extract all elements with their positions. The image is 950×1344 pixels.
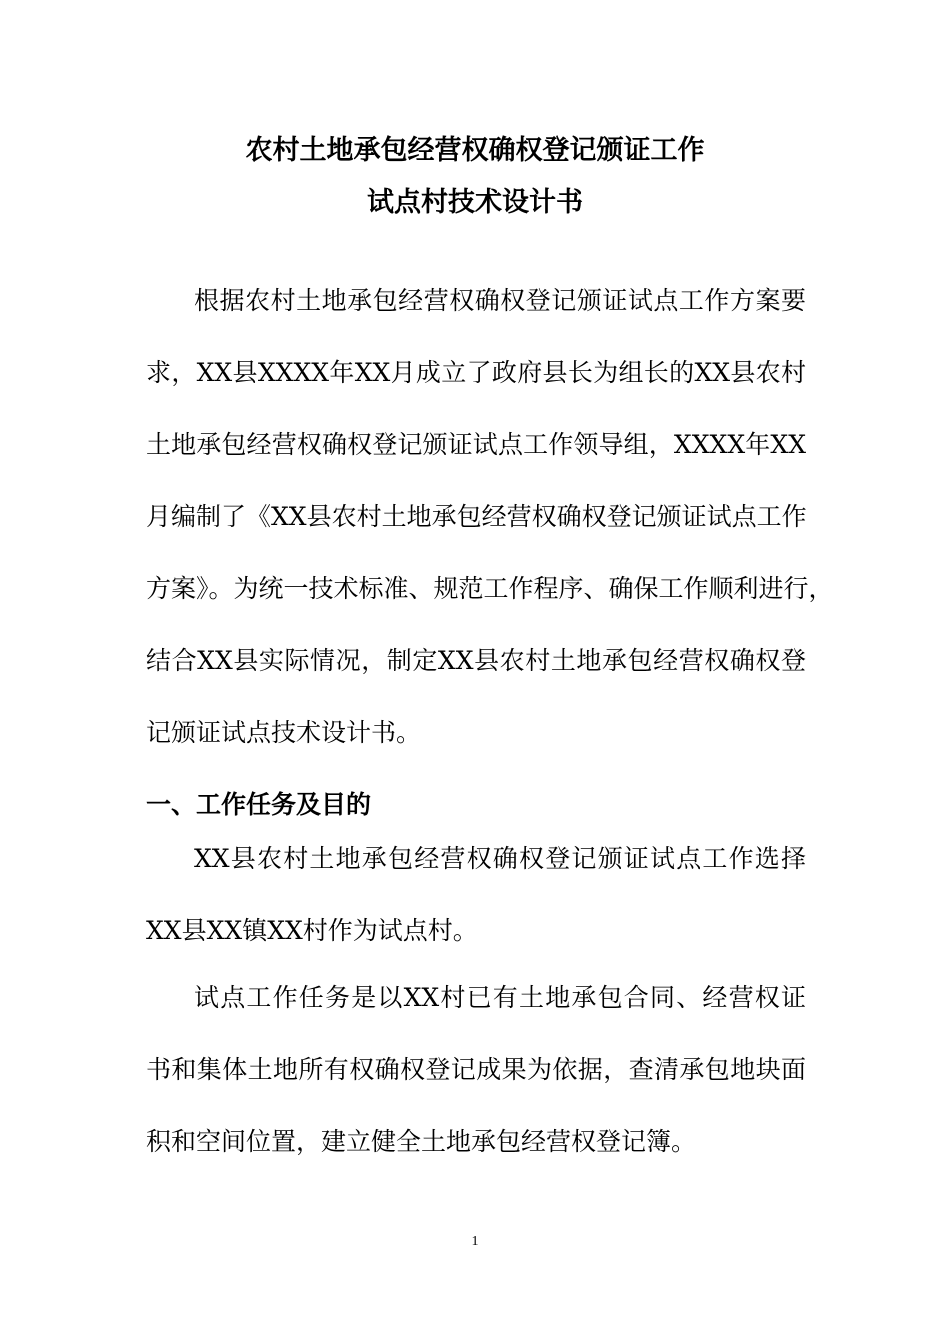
section-heading: 一、工作任务及目的 — [146, 790, 372, 819]
document-title-line-2: 试点村技术设计书 — [367, 187, 583, 218]
section-paragraph-line: 试点工作任务是以XX村已有土地承包合同、经营权证 — [194, 983, 806, 1012]
intro-paragraph-line: 结合XX县实际情况，制定XX县农村土地承包经营权确权登 — [146, 646, 806, 675]
intro-paragraph-line: 求，XX县XXXX年XX月成立了政府县长为组长的XX县农村 — [146, 358, 806, 387]
intro-paragraph-line: 方案》。为统一技术标准、规范工作程序、确保工作顺利进行， — [146, 574, 834, 603]
page-number: 1 — [471, 1234, 479, 1249]
intro-paragraph-line: 土地承包经营权确权登记颁证试点工作领导组，XXXX年XX — [146, 430, 806, 459]
section-paragraph-line: XX县农村土地承包经营权确权登记颁证试点工作选择 — [194, 844, 806, 873]
document-title-line-1: 农村土地承包经营权确权登记颁证工作 — [245, 135, 705, 166]
intro-paragraph-line: 记颁证试点技术设计书。 — [146, 718, 422, 747]
section-paragraph-line: 书和集体土地所有权确权登记成果为依据，查清承包地块面 — [146, 1055, 806, 1084]
intro-paragraph-line: 月编制了《XX县农村土地承包经营权确权登记颁证试点工作 — [146, 502, 807, 531]
section-paragraph-line: XX县XX镇XX村作为试点村。 — [146, 916, 478, 945]
intro-paragraph-line: 根据农村土地承包经营权确权登记颁证试点工作方案要 — [194, 286, 806, 315]
section-paragraph-line: 积和空间位置，建立健全土地承包经营权登记簿。 — [146, 1127, 697, 1156]
